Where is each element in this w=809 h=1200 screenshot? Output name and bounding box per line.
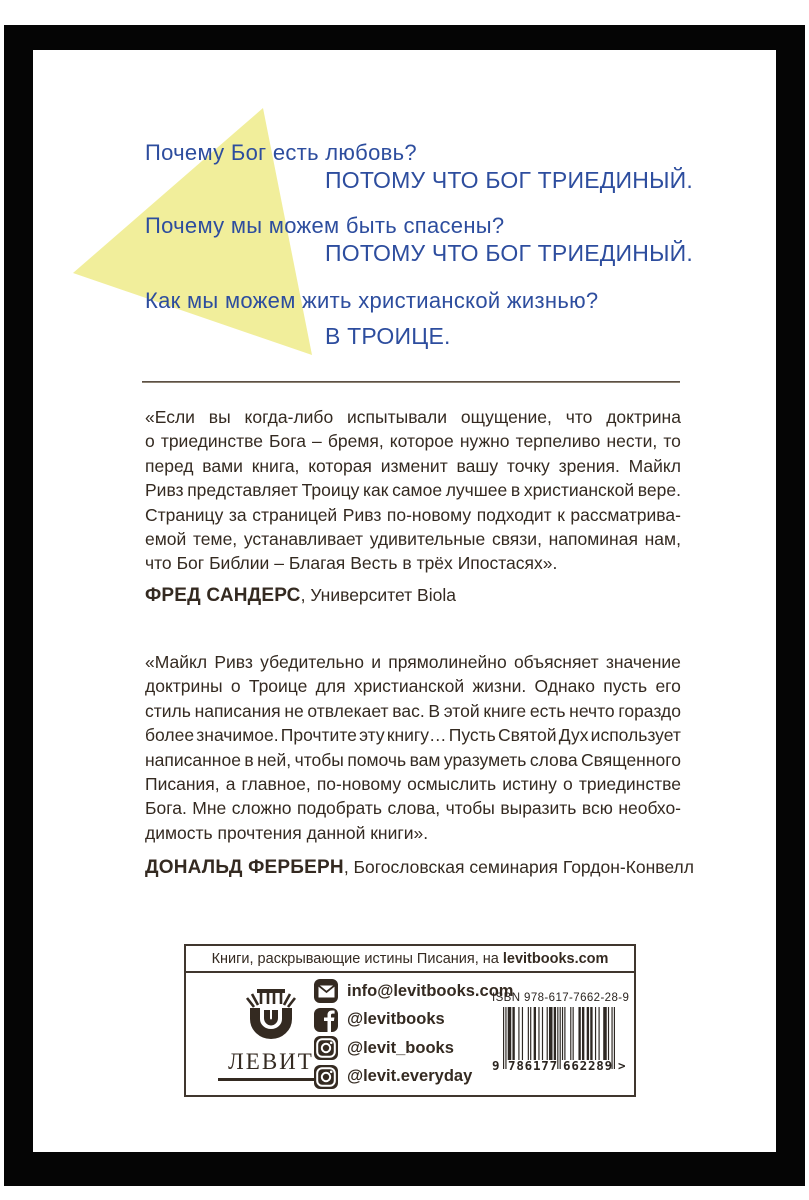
contact-instagram-2	[314, 1065, 513, 1089]
publisher-name: ЛЕВИТ	[228, 1049, 314, 1074]
answer-2: ПОТОМУ ЧТО БОГ ТРИЕДИНЫЙ.	[325, 240, 693, 266]
contact-instagram-1	[314, 1036, 513, 1060]
publisher-info-box	[184, 944, 636, 1097]
cover-card	[33, 50, 776, 1152]
isbn-label: ISBN 978-617-7662-28-9	[492, 992, 630, 1004]
answer-3: В ТРОИЦЕ.	[325, 323, 451, 349]
quote-line: о триединстве Бога – бремя, которое нужно терпеливо нести, то	[145, 431, 681, 452]
barcode-digit-group: >	[618, 1058, 626, 1073]
endorsement-quote-1	[145, 405, 681, 576]
barcode-digit-group: 662289	[563, 1058, 613, 1073]
answer-1: ПОТОМУ ЧТО БОГ ТРИЕДИНЫЙ.	[325, 167, 693, 193]
contact-label: info@levitbooks.com	[347, 981, 514, 1000]
endorser-name: ФРЕД САНДЕРС	[145, 585, 301, 606]
qa-block	[145, 140, 693, 390]
endorser-name: ДОНАЛЬД ФЕРБЕРН	[145, 857, 344, 878]
quote-line: Писания, а главное, по-новому осмыслить истину о триединстве	[145, 773, 681, 794]
logo-underline	[218, 1078, 324, 1081]
barcode-digits	[492, 1058, 626, 1072]
endorser-affiliation: , Богословская семинария Гордон-Конвелл	[343, 857, 694, 877]
email-icon	[314, 979, 338, 1003]
quote-line: более значимое. Прочтите эту книгу… Пусть Святой Дух использует	[145, 725, 681, 746]
endorsement-attribution-1	[145, 585, 681, 607]
publisher-website: levitbooks.com	[502, 950, 609, 967]
tagline-text: Книги, раскрывающие истины Писания, на	[211, 950, 503, 967]
contact-label: @levit.everyday	[347, 1067, 473, 1085]
quote-line: стиль написания не отвлекает вас. В этой книге есть нечто гораздо	[145, 700, 681, 721]
quote-line: что Бог Библии – Благая Весть в трёх Ипостасях».	[145, 553, 558, 574]
isbn-barcode	[492, 992, 630, 1073]
endorser-affiliation: , Университет Biola	[300, 585, 456, 605]
quote-line: «Если вы когда-либо испытывали ощущение, что доктрина	[145, 407, 681, 427]
instagram-icon	[314, 1036, 338, 1060]
contact-label: @levitbooks	[347, 1010, 445, 1028]
contact-email	[314, 979, 513, 1003]
quote-line: емой теме, устанавливает удивительные связи, напоминая нам,	[145, 528, 681, 549]
quote-line: димость прочтения данной книги».	[145, 822, 429, 843]
quote-line: Ривз представляет Троицу как самое лучшее в христианской вере.	[145, 480, 681, 501]
endorsement-attribution-2	[145, 857, 694, 879]
contact-list	[314, 979, 513, 1093]
barcode-digit-group: 786177	[508, 1058, 558, 1073]
quote-line: Страницу за страницей Ривз по-новому подходит к рассматрива-	[145, 504, 681, 525]
endorsement-quote-2	[145, 650, 681, 845]
question-1: Почему Бог есть любовь?	[145, 140, 417, 165]
contact-label: @levit_books	[347, 1038, 454, 1057]
quote-line: Бога. Мне сложно подобрать слова, чтобы выразить всю необхо-	[145, 798, 681, 819]
section-divider	[142, 381, 680, 383]
quote-line: перед вами книга, которая изменит вашу точку зрения. Майкл	[145, 455, 681, 476]
quote-line: «Майкл Ривз убедительно и прямолинейно объясняет значение	[145, 652, 681, 672]
contact-facebook	[314, 1008, 513, 1032]
question-3: Как мы можем жить христианской жизнью?	[145, 288, 599, 313]
facebook-icon	[314, 1008, 338, 1032]
quote-line: доктрины о Троице для христианской жизни. Однако пусть его	[145, 676, 681, 697]
cover-black-frame	[4, 25, 805, 1186]
question-2: Почему мы можем быть спасены?	[145, 213, 505, 238]
barcode-digit-group: 9	[492, 1058, 500, 1073]
publisher-logo	[212, 986, 330, 1081]
instagram-icon	[314, 1065, 338, 1089]
quote-line: написанное в ней, чтобы помочь вам уразуметь слова Священного	[145, 749, 681, 770]
levit-menorah-icon	[238, 986, 304, 1040]
publisher-tagline	[186, 946, 634, 973]
